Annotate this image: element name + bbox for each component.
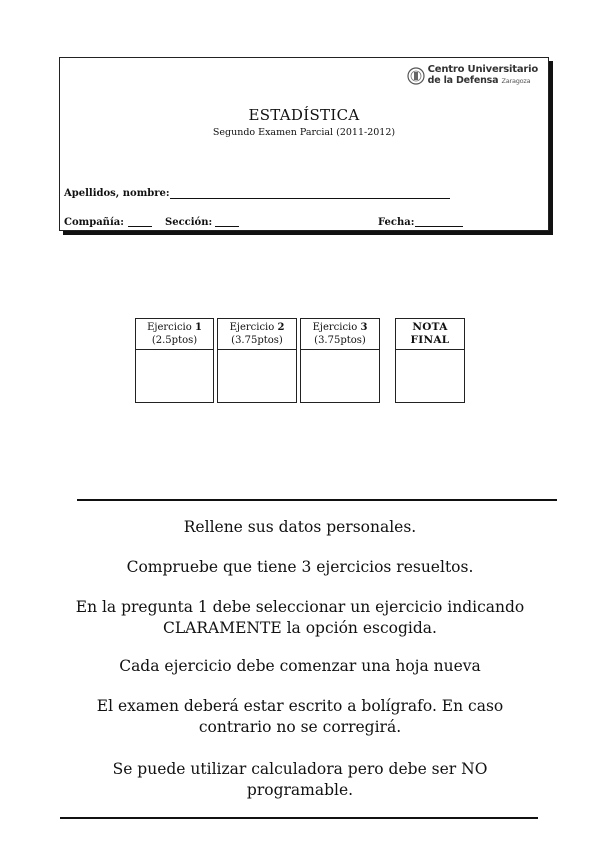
university-logo bbox=[407, 64, 538, 87]
logo-city: Zaragoza bbox=[501, 77, 531, 85]
seal-icon bbox=[407, 65, 425, 87]
final-grade-cell[interactable] bbox=[396, 350, 464, 402]
grade-cell[interactable] bbox=[136, 350, 213, 402]
section-label: Sección: bbox=[165, 217, 213, 228]
date-field[interactable] bbox=[415, 217, 463, 227]
logo-line-2: de la Defensa Zaragoza bbox=[427, 75, 531, 86]
top-divider bbox=[77, 499, 557, 501]
exam-header bbox=[59, 57, 549, 231]
name-field[interactable] bbox=[170, 189, 450, 199]
name-label: Apellidos, nombre: bbox=[64, 188, 170, 199]
grade-cell[interactable] bbox=[301, 350, 379, 402]
grade-box-exercise-2 bbox=[217, 318, 297, 403]
grade-head: Ejercicio 3 (3.75ptos) bbox=[301, 319, 379, 350]
instruction-4: Cada ejercicio debe comenzar una hoja nueva bbox=[119, 657, 481, 675]
instruction-6: Se puede utilizar calculadora pero debe ser NO programable. bbox=[112, 760, 488, 799]
grade-box-exercise-3 bbox=[300, 318, 380, 403]
instruction-3: En la pregunta 1 debe seleccionar un ejercicio indicando CLARAMENTE la opción escogida. bbox=[75, 598, 525, 637]
instruction-1: Rellene sus datos personales. bbox=[183, 518, 417, 536]
grade-cell[interactable] bbox=[218, 350, 296, 402]
grade-box-exercise-1 bbox=[135, 318, 214, 403]
logo-line-1: Centro Universitario bbox=[427, 64, 538, 75]
section-field[interactable] bbox=[215, 217, 239, 227]
grade-box-final bbox=[395, 318, 465, 403]
final-grade-head: NOTA FINAL bbox=[396, 319, 464, 350]
grade-head: Ejercicio 1 (2.5ptos) bbox=[136, 319, 213, 350]
exam-subtitle: Segundo Examen Parcial (2011-2012) bbox=[212, 127, 396, 138]
exam-title: ESTADÍSTICA bbox=[248, 106, 360, 124]
instruction-5: El examen deberá estar escrito a bolígrafo. En caso contrario no se corregirá. bbox=[96, 697, 504, 736]
bottom-divider bbox=[60, 817, 538, 819]
company-field[interactable] bbox=[128, 217, 152, 227]
company-label: Compañía: bbox=[64, 217, 124, 228]
date-label: Fecha: bbox=[378, 217, 415, 228]
grade-head: Ejercicio 2 (3.75ptos) bbox=[218, 319, 296, 350]
instruction-2: Compruebe que tiene 3 ejercicios resueltos. bbox=[126, 558, 474, 576]
name-row bbox=[64, 188, 450, 199]
